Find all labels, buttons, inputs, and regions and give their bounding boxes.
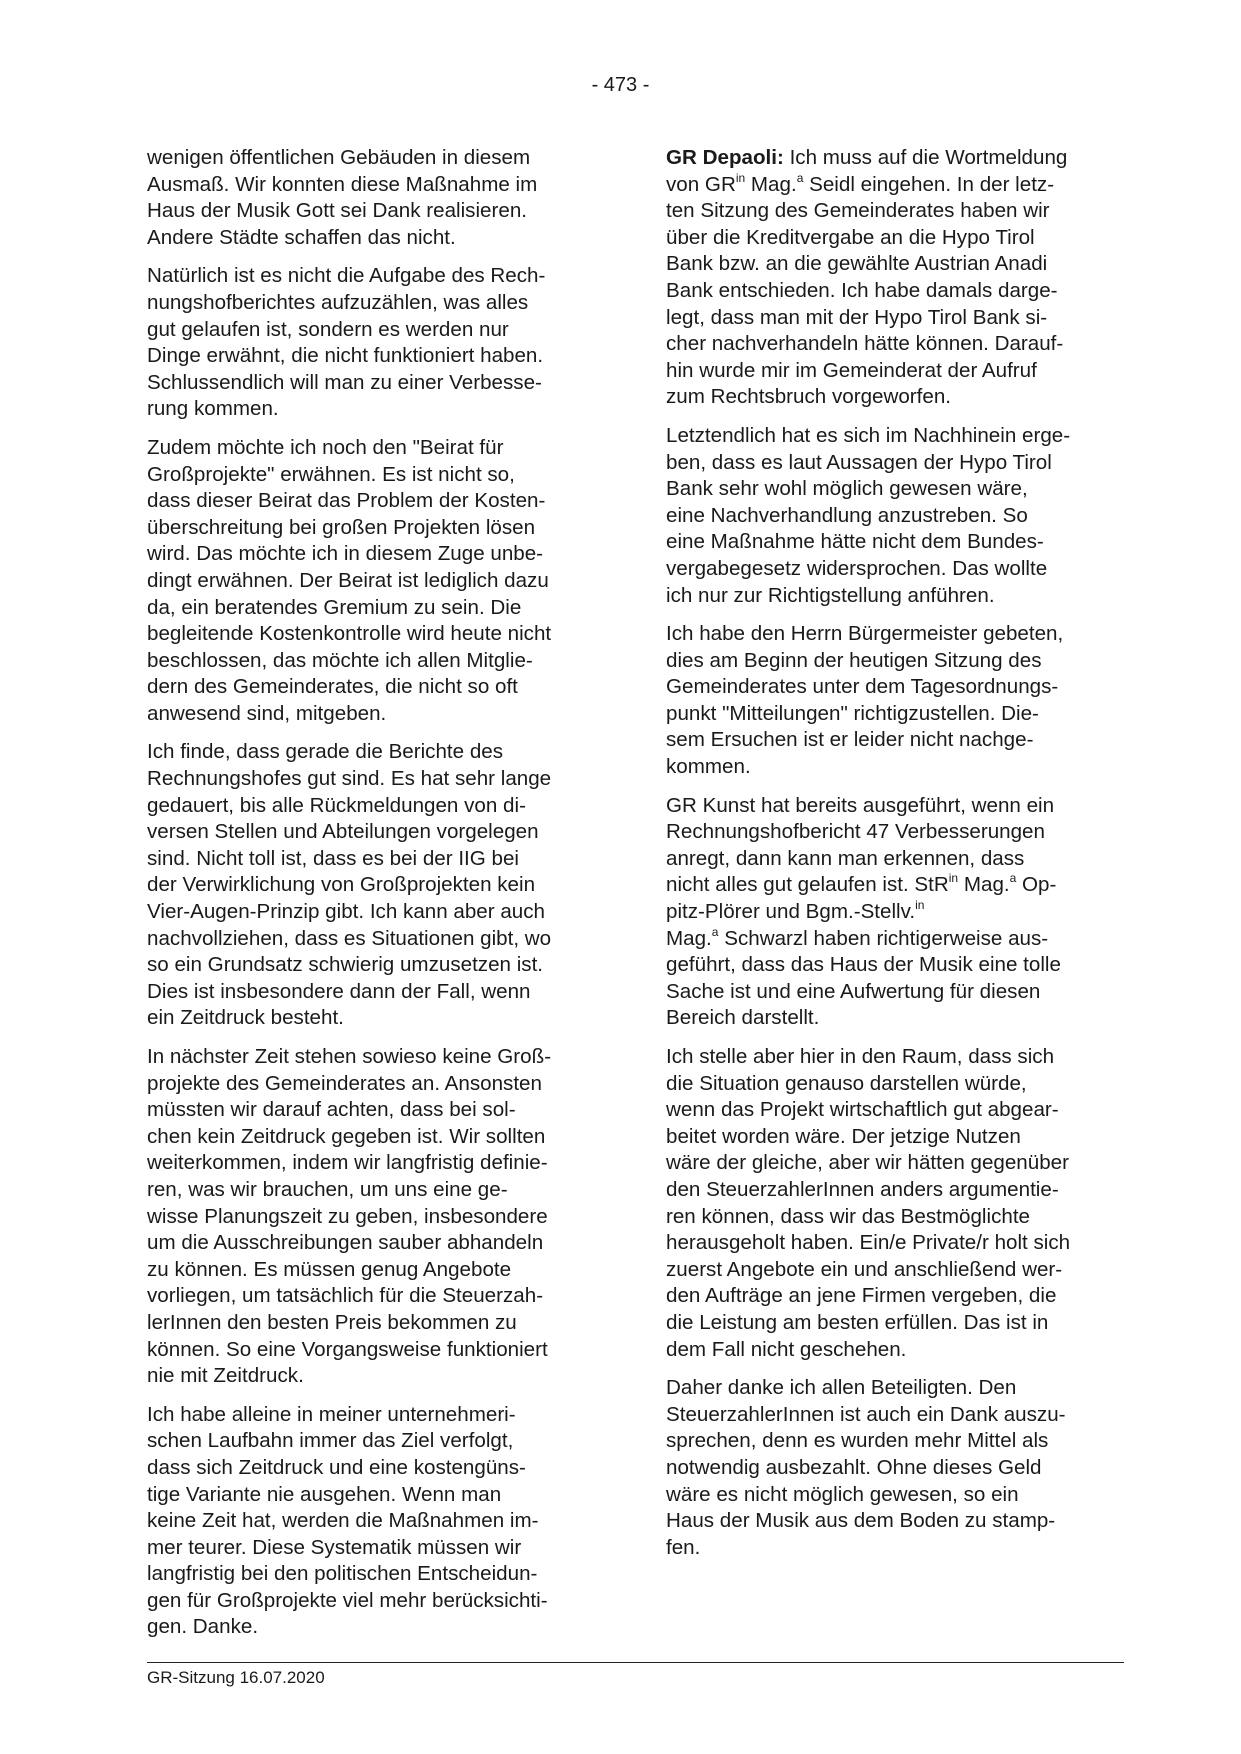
speaker-name: GR Depaoli: xyxy=(666,146,784,169)
text-line: Haus der Musik Gott sei Dank realisieren. xyxy=(147,199,527,223)
text-line: Daher danke ich allen Beteiligten. Den xyxy=(666,1376,1017,1400)
paragraph-rest xyxy=(666,198,1125,411)
line-text: Op- xyxy=(1016,873,1057,897)
text-line: nachvollziehen, dass es Situationen gibt, wo xyxy=(147,926,552,950)
line-text: nicht alles gut gelaufen ist. StR xyxy=(666,873,949,897)
text-line: die Leistung am besten erfüllen. Das ist in xyxy=(666,1310,1049,1334)
text-line: cher nachverhandeln hätte können. Darauf- xyxy=(666,332,1064,356)
text-line: geführt, dass das Haus der Musik eine tolle xyxy=(666,953,1061,977)
page-number: - 473 - xyxy=(591,74,650,96)
text-line: Vier-Augen-Prinzip gibt. Ich kann aber auch xyxy=(147,900,545,924)
text-line: anregt, dann kann man erkennen, dass xyxy=(666,846,1025,870)
text-line: begleitende Kostenkontrolle wird heute nicht xyxy=(147,622,552,646)
line-text: Schwarzl haben richtigerweise aus- xyxy=(718,926,1049,950)
text-line: beschlossen, das möchte ich allen Mitglie- xyxy=(147,648,533,672)
text-line xyxy=(666,145,1125,172)
text-line: mer teurer. Diese Systematik müssen wir xyxy=(147,1535,522,1559)
text-line: dass dieser Beirat das Problem der Kosten- xyxy=(147,489,546,513)
text-line: den Aufträge an jene Firmen vergeben, die xyxy=(666,1284,1057,1308)
text-line: chen kein Zeitdruck gegeben ist. Wir sollten xyxy=(147,1124,546,1148)
text-line: hin wurde mir im Gemeinderat der Aufruf xyxy=(666,358,1037,382)
text-line xyxy=(666,926,1125,953)
text-line: Haus der Musik aus dem Boden zu stamp- xyxy=(666,1509,1056,1533)
text-line: den SteuerzahlerInnen anders argumentie- xyxy=(666,1177,1059,1201)
paragraph xyxy=(147,1044,597,1390)
line-text: Mag. xyxy=(666,926,712,950)
text-line: nungshofberichtes aufzuzählen, was alles xyxy=(147,290,529,314)
text-line: GR Kunst hat bereits ausgeführt, wenn ein xyxy=(666,793,1055,817)
text-line: lerInnen den besten Preis bekommen zu xyxy=(147,1310,517,1334)
text-line: dass sich Zeitdruck und eine kostengüns- xyxy=(147,1455,526,1479)
text-line: vorliegen, um tatsächlich für die Steuerzah- xyxy=(147,1284,544,1308)
text-line: eine Maßnahme hätte nicht dem Bundes- xyxy=(666,530,1044,554)
text-line: rung kommen. xyxy=(147,397,279,421)
text-line: SteuerzahlerInnen ist auch ein Dank auszu- xyxy=(666,1402,1066,1426)
footer-divider xyxy=(147,1662,1124,1663)
text-line: Dinge erwähnt, die nicht funktioniert haben. xyxy=(147,344,544,368)
text-line: Sache ist und eine Aufwertung für diesen xyxy=(666,979,1041,1003)
text-line: die Situation genauso darstellen würde, xyxy=(666,1071,1027,1095)
text-line: Rechnungshofbericht 47 Verbesserungen xyxy=(666,820,1045,844)
text-line: tige Variante nie ausgehen. Wenn man xyxy=(147,1482,502,1506)
text-line: wisse Planungszeit zu geben, insbesondere xyxy=(147,1204,548,1228)
text-line: wird. Das möchte ich in diesem Zuge unbe- xyxy=(147,542,544,566)
text-line: dies am Beginn der heutigen Sitzung des xyxy=(666,648,1042,672)
text-line: notwendig ausbezahlt. Ohne dieses Geld xyxy=(666,1455,1042,1479)
text-line: überschreitung bei großen Projekten lösen xyxy=(147,515,536,539)
text-line: Ich finde, dass gerade die Berichte des xyxy=(147,740,504,764)
text-line: keine Zeit hat, werden die Maßnahmen im- xyxy=(147,1509,539,1533)
text-line: ten Sitzung des Gemeinderates haben wir xyxy=(666,199,1050,223)
text-line: In nächster Zeit stehen sowieso keine Groß- xyxy=(147,1045,552,1068)
text-line: ben, dass es laut Aussagen der Hypo Tirol xyxy=(666,450,1052,474)
text-line: sprechen, denn es wurden mehr Mittel als xyxy=(666,1429,1049,1453)
text-line: Bereich darstellt. xyxy=(666,1006,820,1030)
text-line: ein Zeitdruck besteht. xyxy=(147,1006,344,1030)
paragraph xyxy=(666,423,1125,609)
line-text: Ich muss auf die Wortmeldung xyxy=(783,146,1068,169)
text-line: vergabegesetz widersprochen. Das wollte xyxy=(666,556,1048,580)
text-line: Schlussendlich will man zu einer Verbesse- xyxy=(147,370,542,394)
text-line: zu können. Es müssen genug Angebote xyxy=(147,1257,512,1281)
footer-session-date: GR-Sitzung 16.07.2020 xyxy=(147,1668,325,1687)
text-line: Andere Städte schaffen das nicht. xyxy=(147,225,456,249)
superscript: a xyxy=(711,924,719,939)
paragraph xyxy=(666,1375,1125,1561)
paragraph xyxy=(666,1044,1125,1363)
text-line: um die Ausschreibungen sauber abhandeln xyxy=(147,1231,544,1255)
text-line: wenigen öffentlichen Gebäuden in diesem xyxy=(147,146,531,169)
text-line: ren, was wir brauchen, um uns eine ge- xyxy=(147,1177,508,1201)
superscript: a xyxy=(1009,871,1017,886)
text-line: anwesend sind, mitgeben. xyxy=(147,701,387,725)
text-line: eine Nachverhandlung anzustreben. So xyxy=(666,503,1028,527)
text-line: ich nur zur Richtigstellung anführen. xyxy=(666,583,995,607)
paragraph xyxy=(666,145,1125,411)
text-line: Zudem möchte ich noch den "Beirat für xyxy=(147,435,504,459)
text-line xyxy=(666,172,1125,199)
text-line: der Verwirklichung von Großprojekten kein xyxy=(147,873,536,897)
text-line xyxy=(666,872,1125,899)
text-line: über die Kreditvergabe an die Hypo Tirol xyxy=(666,225,1035,249)
text-line: wäre der gleiche, aber wir hätten gegenüber xyxy=(666,1151,1069,1175)
text-line: gedauert, bis alle Rückmeldungen von di- xyxy=(147,793,526,817)
text-line: Ich habe alleine in meiner unternehmeri- xyxy=(147,1402,516,1426)
line-text: von GR xyxy=(666,172,736,196)
text-line: Bank sehr wohl möglich gewesen wäre, xyxy=(666,477,1028,501)
text-line: fen. xyxy=(666,1535,701,1559)
text-line: können. So eine Vorgangsweise funktioniert xyxy=(147,1337,548,1361)
text-line: sind. Nicht toll ist, dass es bei der IIG bei xyxy=(147,846,519,870)
paragraph xyxy=(666,621,1125,781)
text-line: dingt erwähnen. Der Beirat ist lediglich dazu xyxy=(147,568,549,592)
paragraph xyxy=(147,263,597,423)
text-line: Ich habe den Herrn Bürgermeister gebeten, xyxy=(666,622,1064,646)
text-line: gen. Danke. xyxy=(147,1615,259,1639)
text-line: nie mit Zeitdruck. xyxy=(147,1364,304,1388)
text-line: ren können, dass wir das Bestmöglichte xyxy=(666,1204,1031,1228)
line-text: pitz-Plörer und Bgm.-Stellv. xyxy=(666,900,916,924)
text-line: Großprojekte" erwähnen. Es ist nicht so, xyxy=(147,462,515,486)
left-text-column xyxy=(147,145,597,1653)
text-line: Letztendlich hat es sich im Nachhinein erge- xyxy=(666,423,1071,447)
text-line: kommen. xyxy=(666,755,751,779)
text-line: projekte des Gemeinderates an. Ansonsten xyxy=(147,1071,542,1095)
line-text: Mag. xyxy=(745,172,797,196)
text-line: versen Stellen und Abteilungen vorgelegen xyxy=(147,820,539,844)
text-line: Natürlich ist es nicht die Aufgabe des Rech- xyxy=(147,264,546,288)
text-line: Bank entschieden. Ich habe damals darge- xyxy=(666,278,1058,302)
paragraph xyxy=(666,793,1125,1032)
text-line: weiterkommen, indem wir langfristig definie- xyxy=(147,1151,548,1175)
text-line: schen Laufbahn immer das Ziel verfolgt, xyxy=(147,1429,514,1453)
text-line: zuerst Angebote ein und anschließend wer- xyxy=(666,1257,1063,1281)
superscript: in xyxy=(735,170,746,185)
superscript: in xyxy=(948,871,959,886)
text-line: langfristig bei den politischen Entscheidun- xyxy=(147,1562,538,1586)
superscript: a xyxy=(796,170,804,185)
text-line: wäre es nicht möglich gewesen, so ein xyxy=(666,1482,1019,1506)
text-line: wenn das Projekt wirtschaftlich gut abgear- xyxy=(666,1098,1059,1122)
paragraph xyxy=(147,145,597,251)
text-line: so ein Grundsatz schwierig umzusetzen ist. xyxy=(147,953,544,977)
line-text: Mag. xyxy=(958,873,1010,897)
text-line xyxy=(666,899,1125,926)
text-line: sem Ersuchen ist er leider nicht nachge- xyxy=(666,728,1034,752)
text-line: herausgeholt haben. Ein/e Private/r holt sich xyxy=(666,1231,1071,1255)
paragraph xyxy=(147,1402,597,1641)
superscript: in xyxy=(915,898,925,913)
text-line: dern des Gemeinderates, die nicht so oft xyxy=(147,675,518,699)
text-line: da, ein beratendes Gremium zu sein. Die xyxy=(147,595,522,619)
right-text-column xyxy=(666,145,1125,1573)
text-line: punkt "Mitteilungen" richtigzustellen. Die- xyxy=(666,701,1039,725)
text-line: Dies ist insbesondere dann der Fall, wenn xyxy=(147,979,531,1003)
text-line: gen für Großprojekte viel mehr berücksichti- xyxy=(147,1588,548,1612)
text-line: müssten wir darauf achten, dass bei sol- xyxy=(147,1098,516,1122)
text-line: beitet worden wäre. Der jetzige Nutzen xyxy=(666,1124,1021,1148)
text-line: Ausmaß. Wir konnten diese Maßnahme im xyxy=(147,172,538,196)
text-line: Bank bzw. an die gewählte Austrian Anadi xyxy=(666,252,1048,276)
paragraph xyxy=(147,739,597,1032)
paragraph xyxy=(147,435,597,728)
text-line: Gemeinderates unter dem Tagesordnungs- xyxy=(666,675,1059,699)
text-line: legt, dass man mit der Hypo Tirol Bank si- xyxy=(666,305,1048,329)
text-line: zum Rechtsbruch vorgeworfen. xyxy=(666,385,952,409)
text-line: dem Fall nicht geschehen. xyxy=(666,1337,907,1361)
text-line: gut gelaufen ist, sondern es werden nur xyxy=(147,317,509,341)
text-line: Rechnungshofes gut sind. Es hat sehr lange xyxy=(147,767,552,791)
text-line: Ich stelle aber hier in den Raum, dass sich xyxy=(666,1045,1055,1068)
line-text: Seidl eingehen. In der letz- xyxy=(803,172,1055,196)
